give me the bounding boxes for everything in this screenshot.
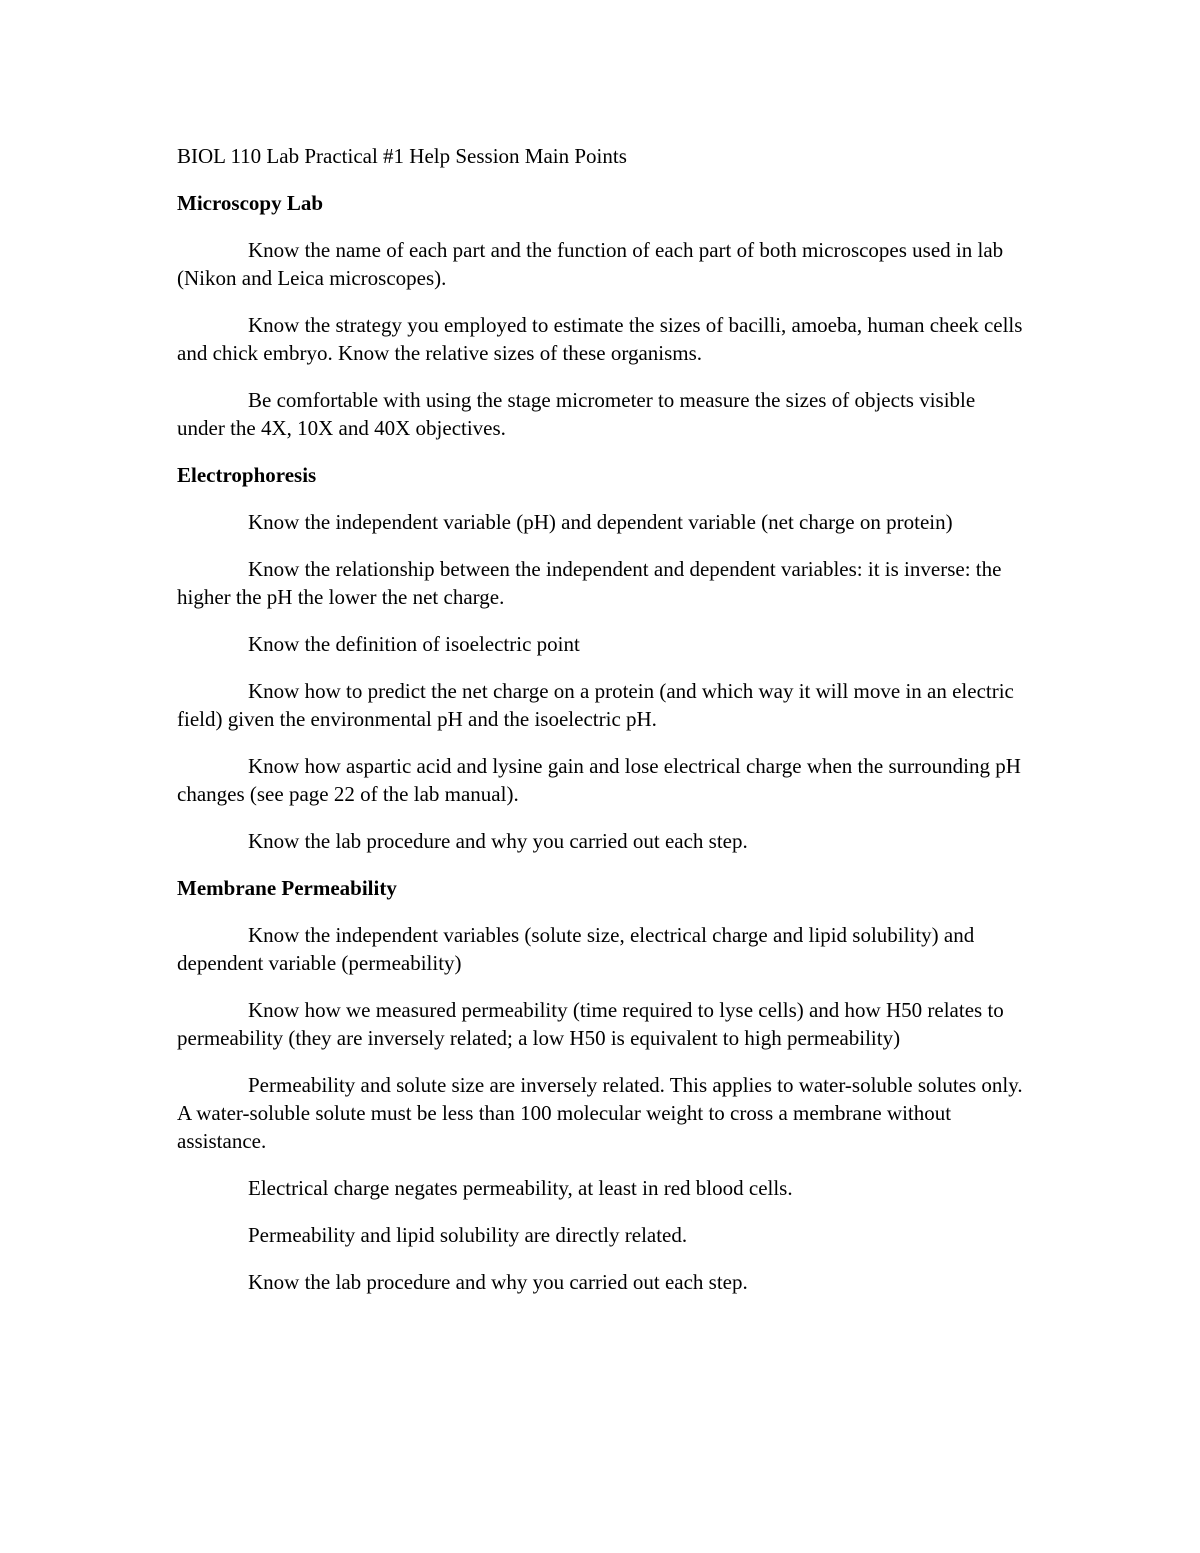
section-heading-membrane-permeability: Membrane Permeability [177, 876, 397, 900]
paragraph: Know the independent variable (pH) and dependent variable (net charge on protein) [248, 510, 953, 534]
document-title: BIOL 110 Lab Practical #1 Help Session Main Points [177, 144, 627, 168]
section-heading-microscopy: Microscopy Lab [177, 191, 324, 215]
document-body [177, 142, 1027, 1315]
paragraph: Know the lab procedure and why you carried out each step. [248, 1270, 748, 1294]
paragraph: Know the strategy you employed to estimate the sizes of bacilli, amoeba, human cheek cells and chick embryo. Know the relative sizes of these organisms. [177, 313, 1023, 365]
paragraph: Know the relationship between the independent and dependent variables: it is inverse: the higher the pH the lower the net charge. [177, 557, 1002, 609]
paragraph: Know the definition of isoelectric point [248, 632, 580, 656]
paragraph: Know how to predict the net charge on a protein (and which way it will move in an electric field) given the environmental pH and the isoelectric pH. [177, 679, 1014, 731]
paragraph: Know the name of each part and the function of each part of both microscopes used in lab (Nikon and Leica microscopes). [177, 238, 1004, 290]
paragraph: Know the lab procedure and why you carried out each step. [248, 829, 748, 853]
paragraph: Permeability and lipid solubility are directly related. [248, 1223, 688, 1247]
paragraph: Know the independent variables (solute size, electrical charge and lipid solubility) and dependent variable (permeability) [177, 923, 975, 975]
paragraph: Be comfortable with using the stage micrometer to measure the sizes of objects visible under the 4X, 10X and 40X objectives. [177, 388, 976, 440]
paragraph: Electrical charge negates permeability, at least in red blood cells. [248, 1176, 793, 1200]
paragraph: Know how we measured permeability (time required to lyse cells) and how H50 relates to permeability (they are inversely related; a low H50 is equivalent to high permeability) [177, 998, 1004, 1050]
paragraph: Permeability and solute size are inversely related. This applies to water-soluble solutes only. A water-soluble solute must be less than 100 molecular weight to cross a membrane without assistance. [177, 1073, 1023, 1153]
section-heading-electrophoresis: Electrophoresis [177, 463, 317, 487]
paragraph: Know how aspartic acid and lysine gain and lose electrical charge when the surrounding pH changes (see page 22 of the lab manual). [177, 754, 1021, 806]
